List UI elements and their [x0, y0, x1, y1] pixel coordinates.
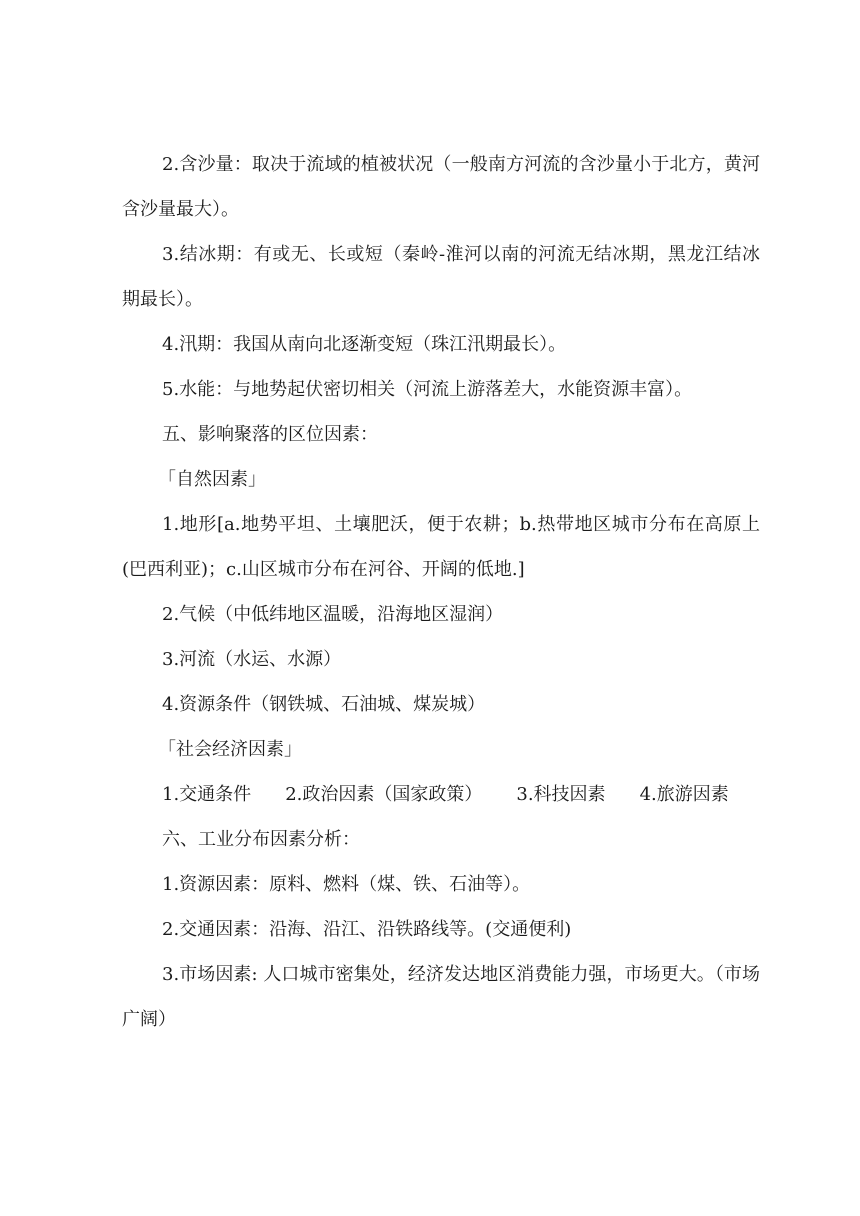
paragraph-resources: 4.资源条件（钢铁城、石油城、煤炭城）	[162, 694, 486, 715]
paragraph-climate: 2.气候（中低纬地区温暖，沿海地区湿润）	[162, 604, 504, 625]
social-factor-tourism: 4.旅游因素	[639, 784, 729, 805]
paragraph-terrain: 1.地形[a.地势平坦、土壤肥沃，便于农耕；b.热带地区城市分布在高原上(巴西利亚)；c.山区城市分布在河谷、开阔的低地.]	[122, 514, 760, 580]
subheading-natural-factors: 「自然因素」	[158, 469, 266, 490]
social-factor-transport: 1.交通条件	[162, 784, 252, 805]
subheading-social-economic-factors: 「社会经济因素」	[158, 739, 302, 760]
paragraph-rivers: 3.河流（水运、水源）	[162, 649, 342, 670]
social-factor-technology: 3.科技因素	[516, 784, 606, 805]
document-body	[122, 142, 760, 1042]
heading-industry-factors: 六、工业分布因素分析：	[162, 829, 360, 850]
paragraph-hydropower: 5.水能：与地势起伏密切相关（河流上游落差大，水能资源丰富）。	[162, 379, 693, 400]
paragraph-freeze-period: 3.结冰期：有或无、长或短（秦岭-淮河以南的河流无结冰期，黑龙江结冰期最长）。	[122, 244, 760, 310]
paragraph-sediment: 2.含沙量：取决于流域的植被状况（一般南方河流的含沙量小于北方，黄河含沙量最大）。	[122, 154, 760, 220]
social-factor-politics: 2.政治因素（国家政策）	[285, 784, 483, 805]
paragraph-industry-market: 3.市场因素: 人口城市密集处，经济发达地区消费能力强，市场更大。（市场广阔）	[122, 964, 760, 1030]
paragraph-social-factor-list	[122, 772, 760, 817]
heading-settlement-factors: 五、影响聚落的区位因素：	[162, 424, 378, 445]
paragraph-flood-season: 4.汛期：我国从南向北逐渐变短（珠江汛期最长）。	[162, 334, 567, 355]
paragraph-industry-resources: 1.资源因素：原料、燃料（煤、铁、石油等）。	[162, 874, 531, 895]
paragraph-industry-transport: 2.交通因素：沿海、沿江、沿铁路线等。(交通便利)	[162, 919, 572, 940]
